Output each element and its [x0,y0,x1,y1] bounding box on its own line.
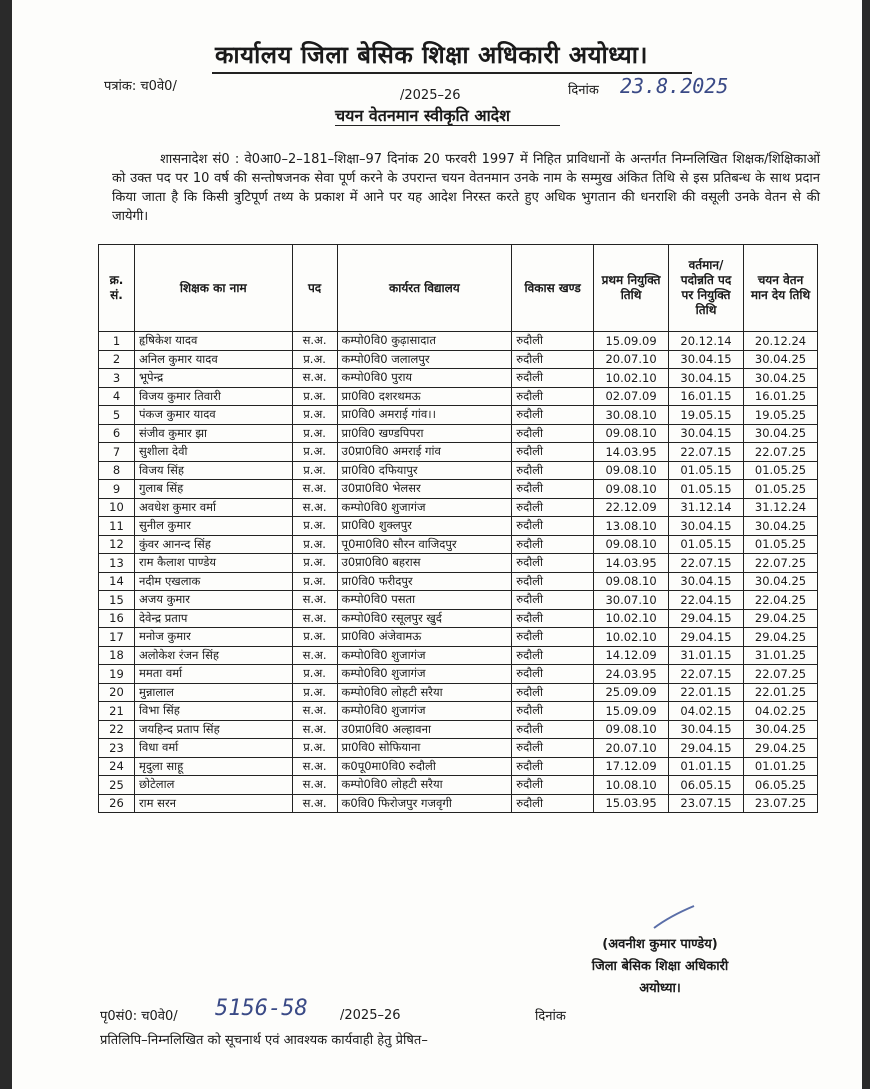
order-subject: चयन वेतनमान स्वीकृति आदेश [335,106,511,125]
table-cell: 22.07.25 [743,665,817,684]
table-cell: कम्पो0वि0 शुजागंज [337,646,512,665]
table-row [99,609,818,628]
table-row [99,554,818,573]
table-cell: 29.04.25 [743,609,817,628]
table-cell: 01.05.25 [743,535,817,554]
header-cell: विकास खण्ड [512,245,594,332]
footer-reference-label: पृ0सं0: च0वे0/ [100,1009,178,1024]
table-cell: प्रा0वि0 दशरथमऊ [337,387,512,406]
table-cell: भूपेन्द्र [134,369,292,388]
table-cell: अजय कुमार [134,591,292,610]
table-cell: विभा सिंह [134,702,292,721]
table-cell: रुदौली [512,443,594,462]
reference-year: /2025–26 [400,88,461,103]
table-cell: क0पू0मा0वि0 रुदौली [337,757,512,776]
table-cell: 22 [99,720,135,739]
table-cell: स.अ. [292,591,337,610]
table-cell: 09.08.10 [594,480,669,499]
table-cell: संजीव कुमार झा [134,424,292,443]
table-cell: रुदौली [512,369,594,388]
table-cell: रुदौली [512,646,594,665]
table-cell: मनोज कुमार [134,628,292,647]
table-cell: 31.12.14 [669,498,744,517]
table-cell: 21 [99,702,135,721]
table-cell: 16 [99,609,135,628]
table-cell: स.अ. [292,609,337,628]
table-cell: 06.05.25 [743,776,817,795]
table-cell: सुशीला देवी [134,443,292,462]
teacher-table [98,244,818,813]
table-cell: 1 [99,332,135,351]
table-cell: 22.04.15 [669,591,744,610]
table-row [99,794,818,813]
table-cell: रुदौली [512,683,594,702]
signature-mark [650,902,700,932]
signatory-name: (अवनीश कुमार पाण्डेय) [602,937,718,952]
table-cell: कम्पो0वि0 पुराय [337,369,512,388]
table-cell: 19.05.25 [743,406,817,425]
table-cell: स.अ. [292,776,337,795]
table-row [99,461,818,480]
table-cell: 10.02.10 [594,609,669,628]
header-cell: चयन वेतन मान देय तिथि [743,245,817,332]
table-row [99,535,818,554]
table-cell: प्रा0वि0 खण्डपिपरा [337,424,512,443]
table-cell: 30.07.10 [594,591,669,610]
scan-edge-left [0,0,12,1089]
table-cell: रुदौली [512,609,594,628]
table-cell: स.अ. [292,498,337,517]
table-cell: 24.03.95 [594,665,669,684]
table-cell: 29.04.25 [743,628,817,647]
table-cell: 25 [99,776,135,795]
table-cell: 16.01.25 [743,387,817,406]
table-cell: 01.05.15 [669,461,744,480]
table-cell: 9 [99,480,135,499]
table-cell: 04.02.15 [669,702,744,721]
table-cell: 18 [99,646,135,665]
table-cell: अवधेश कुमार वर्मा [134,498,292,517]
table-cell: 14.03.95 [594,554,669,573]
table-row [99,683,818,702]
table-cell: स.अ. [292,369,337,388]
table-cell: 30.04.25 [743,517,817,536]
table-cell: प्रा0वि0 शुक्लपुर [337,517,512,536]
table-cell: 31.01.25 [743,646,817,665]
table-cell: 23.07.25 [743,794,817,813]
table-cell: 15.03.95 [594,794,669,813]
table-cell: प्र.अ. [292,350,337,369]
table-cell: 19 [99,665,135,684]
header-cell: शिक्षक का नाम [134,245,292,332]
header-cell: क्र. सं. [99,245,135,332]
table-row [99,665,818,684]
table-row [99,387,818,406]
table-cell: रुदौली [512,702,594,721]
signatory-designation: जिला बेसिक शिक्षा अधिकारी [591,959,729,974]
table-cell: सुनील कुमार [134,517,292,536]
table-cell: 04.02.25 [743,702,817,721]
table-cell: प्र.अ. [292,443,337,462]
table-cell: स.अ. [292,702,337,721]
table-cell: रुदौली [512,739,594,758]
table-cell: 09.08.10 [594,535,669,554]
table-cell: रुदौली [512,776,594,795]
table-cell: पंकज कुमार यादव [134,406,292,425]
table-cell: प्र.अ. [292,406,337,425]
table-cell: रुदौली [512,406,594,425]
table-cell: 14.03.95 [594,443,669,462]
table-cell: 30.04.15 [669,517,744,536]
table-cell: 01.01.15 [669,757,744,776]
table-cell: कम्पो0वि0 लोहटी सरैया [337,683,512,702]
table-cell: अनिल कुमार यादव [134,350,292,369]
table-cell: 11 [99,517,135,536]
table-cell: प्र.अ. [292,572,337,591]
header-cell: प्रथम नियुक्ति तिथि [594,245,669,332]
table-cell: प्र.अ. [292,424,337,443]
table-cell: कुंवर आनन्द सिंह [134,535,292,554]
table-cell: 25.09.09 [594,683,669,702]
table-cell: 29.04.15 [669,739,744,758]
table-row [99,332,818,351]
table-cell: 22.07.25 [743,443,817,462]
table-row [99,350,818,369]
table-cell: राम कैलाश पाण्डेय [134,554,292,573]
table-cell: 12 [99,535,135,554]
table-cell: 30.04.25 [743,350,817,369]
table-cell: रुदौली [512,461,594,480]
table-cell: 20.12.14 [669,332,744,351]
table-cell: उ0प्रा0वि0 भेलसर [337,480,512,499]
table-cell: 01.01.25 [743,757,817,776]
table-cell: छोटेलाल [134,776,292,795]
table-cell: रुदौली [512,757,594,776]
table-cell: 26 [99,794,135,813]
scan-edge-right [862,0,870,1089]
table-cell: 02.07.09 [594,387,669,406]
table-cell: 15.09.09 [594,332,669,351]
table-cell: प्र.अ. [292,387,337,406]
table-cell: नदीम एखलाक [134,572,292,591]
table-row [99,628,818,647]
table-row [99,646,818,665]
table-cell: 23.07.15 [669,794,744,813]
table-cell: 3 [99,369,135,388]
table-row [99,443,818,462]
table-cell: 15.09.09 [594,702,669,721]
table-cell: 22.07.15 [669,665,744,684]
table-cell: 10.08.10 [594,776,669,795]
table-cell: 30.04.25 [743,424,817,443]
table-cell: 31.12.24 [743,498,817,517]
table-cell: स.अ. [292,757,337,776]
table-cell: विधा वर्मा [134,739,292,758]
signatory-place: अयोध्या। [639,981,681,996]
table-cell: विजय कुमार तिवारी [134,387,292,406]
table-cell: 29.04.15 [669,609,744,628]
table-cell: रुदौली [512,480,594,499]
table-cell: 22.07.25 [743,554,817,573]
table-cell: विजय सिंह [134,461,292,480]
table-row [99,517,818,536]
table-cell: 19.05.15 [669,406,744,425]
table-cell: 30.04.15 [669,350,744,369]
table-row [99,757,818,776]
table-cell: 20 [99,683,135,702]
table-cell: अलोकेश रंजन सिंह [134,646,292,665]
table-header-row [99,245,818,332]
table-cell: कम्पो0वि0 कुढ़ासादात [337,332,512,351]
table-cell: 01.05.15 [669,480,744,499]
table-cell: 30.04.15 [669,572,744,591]
table-cell: कम्पो0वि0 जलालपुर [337,350,512,369]
footer-reference-number: 5156-58 [215,996,308,1021]
table-cell: 17.12.09 [594,757,669,776]
table-cell: प्रा0वि0 दफियापुर [337,461,512,480]
table-cell: प्र.अ. [292,554,337,573]
table-cell: 20.07.10 [594,350,669,369]
table-cell: 22.12.09 [594,498,669,517]
table-cell: 14.12.09 [594,646,669,665]
table-cell: 01.05.25 [743,480,817,499]
table-cell: ममता वर्मा [134,665,292,684]
table-cell: रुदौली [512,628,594,647]
table-cell: 09.08.10 [594,572,669,591]
table-cell: 30.04.15 [669,720,744,739]
table-cell: 13.08.10 [594,517,669,536]
table-cell: 22.07.15 [669,554,744,573]
table-cell: मुन्नालाल [134,683,292,702]
table-cell: प्र.अ. [292,628,337,647]
table-cell: मृदुला साहू [134,757,292,776]
table-cell: पू0मा0वि0 सौरन वाजिदपुर [337,535,512,554]
table-cell: रुदौली [512,332,594,351]
footer-date-label: दिनांक [535,1009,566,1024]
table-cell: रुदौली [512,794,594,813]
table-cell: कम्पो0वि0 शुजागंज [337,498,512,517]
table-cell: 30.08.10 [594,406,669,425]
table-cell: रुदौली [512,350,594,369]
table-row [99,702,818,721]
table-body [99,332,818,813]
table-cell: 17 [99,628,135,647]
table-cell: रुदौली [512,665,594,684]
table-cell: 30.04.15 [669,369,744,388]
table-cell: 09.08.10 [594,424,669,443]
table-cell: 01.05.25 [743,461,817,480]
date-label: दिनांक [568,83,599,98]
office-title: कार्यालय जिला बेसिक शिक्षा अधिकारी अयोध्या। [215,41,649,69]
table-cell: 20.12.24 [743,332,817,351]
table-cell: स.अ. [292,646,337,665]
table-cell: रुदौली [512,498,594,517]
order-paragraph: शासनादेश सं0 : वे0आ0–2–181–शिक्षा–97 दिनांक 20 फरवरी 1997 में निहित प्राविधानों के अन्तर्गत निम्नलिखित शिक्षक/शिक्षिकाओं को उक्त पद पर 10 वर्ष की सन्तोषजनक सेवा पूर्ण करने के उपरान्त चयन वेतनमान उनके नाम के सम्मुख अंकित तिथि से इस प्रतिबन्ध के साथ प्रदान किया जाता है कि किसी त्रुटिपूर्ण तथ्य के प्रकाश में आने पर यह आदेश निरस्त करते हुए अधिक भुगतान की धनराशि की वसूली उनके वेतन से की जायेगी। [112,152,820,224]
table-cell: क0वि0 फिरोजपुर गजवृगी [337,794,512,813]
copy-to-text: प्रतिलिपि–निम्नलिखित को सूचनार्थ एवं आवश्यक कार्यवाही हेतु प्रेषित– [100,1033,428,1048]
table-cell: 22.04.25 [743,591,817,610]
table-cell: 10.02.10 [594,628,669,647]
table-cell: प्रा0वि0 सोफियाना [337,739,512,758]
table-cell: 30.04.25 [743,369,817,388]
table-cell: प्र.अ. [292,461,337,480]
table-cell: 6 [99,424,135,443]
table-cell: 13 [99,554,135,573]
table-row [99,572,818,591]
table-cell: प्र.अ. [292,517,337,536]
table-row [99,369,818,388]
table-row [99,739,818,758]
reference-label: पत्रांक: च0वे0/ [104,79,177,94]
table-cell: 06.05.15 [669,776,744,795]
table-row [99,480,818,499]
table-cell: 01.05.15 [669,535,744,554]
table-cell: स.अ. [292,794,337,813]
table-row [99,498,818,517]
table-cell: रुदौली [512,572,594,591]
table-row [99,776,818,795]
signatory-block [555,934,765,1000]
table-cell: 30.04.15 [669,424,744,443]
table-cell: रुदौली [512,424,594,443]
table-cell: 30.04.25 [743,572,817,591]
table-cell: प्र.अ. [292,683,337,702]
table-cell: 24 [99,757,135,776]
table-cell: रुदौली [512,387,594,406]
table-cell: रुदौली [512,720,594,739]
table-cell: 31.01.15 [669,646,744,665]
table-cell: 22.07.15 [669,443,744,462]
table-cell: 09.08.10 [594,720,669,739]
table-cell: कम्पो0वि0 रसूलपुर खुर्द [337,609,512,628]
table-row [99,424,818,443]
table-cell: 22.01.25 [743,683,817,702]
table-cell: प्र.अ. [292,535,337,554]
table-row [99,591,818,610]
table-cell: प्रा0वि0 अंजेवामऊ [337,628,512,647]
table-cell: 14 [99,572,135,591]
table-cell: रुदौली [512,591,594,610]
table-cell: उ0प्रा0वि0 अल्हावना [337,720,512,739]
table-cell: स.अ. [292,720,337,739]
table-cell: रुदौली [512,535,594,554]
table-cell: 4 [99,387,135,406]
table-cell: 20.07.10 [594,739,669,758]
table-cell: 09.08.10 [594,461,669,480]
table-cell: प्र.अ. [292,665,337,684]
table-cell: 16.01.15 [669,387,744,406]
header-cell: वर्तमान/ पदोन्नति पद पर नियुक्ति तिथि [669,245,744,332]
table-cell: जयहिन्द प्रताप सिंह [134,720,292,739]
table-cell: रुदौली [512,517,594,536]
table-cell: 15 [99,591,135,610]
header-cell: पद [292,245,337,332]
table-cell: 5 [99,406,135,425]
table-cell: राम सरन [134,794,292,813]
table-cell: हृषिकेश यादव [134,332,292,351]
table-cell: 29.04.15 [669,628,744,647]
table-cell: कम्पो0वि0 शुजागंज [337,702,512,721]
header-cell: कार्यरत विद्यालय [337,245,512,332]
table-cell: देवेन्द्र प्रताप [134,609,292,628]
table-cell: 10.02.10 [594,369,669,388]
table-row [99,406,818,425]
table-cell: 10 [99,498,135,517]
table-cell: उ0प्रा0वि0 बहरास [337,554,512,573]
table-cell: गुलाब सिंह [134,480,292,499]
table-cell: 8 [99,461,135,480]
table-cell: प्र.अ. [292,739,337,758]
table-cell: उ0प्रा0वि0 अमराई गांव [337,443,512,462]
table-cell: 29.04.25 [743,739,817,758]
subject-underline [335,125,560,126]
table-row [99,720,818,739]
table-cell: 22.01.15 [669,683,744,702]
table-cell: प्रा0वि0 अमराई गांव।। [337,406,512,425]
table-cell: कम्पो0वि0 पसता [337,591,512,610]
date-value: 23.8.2025 [620,74,729,98]
table-cell: 7 [99,443,135,462]
table-cell: कम्पो0वि0 शुजागंज [337,665,512,684]
table-cell: स.अ. [292,480,337,499]
footer-reference-year: /2025–26 [340,1008,401,1023]
table-cell: प्रा0वि0 फरीदपुर [337,572,512,591]
table-cell: 23 [99,739,135,758]
table-cell: रुदौली [512,554,594,573]
table-cell: 2 [99,350,135,369]
table-cell: कम्पो0वि0 लोहटी सरैया [337,776,512,795]
table-cell: स.अ. [292,332,337,351]
table-cell: 30.04.25 [743,720,817,739]
